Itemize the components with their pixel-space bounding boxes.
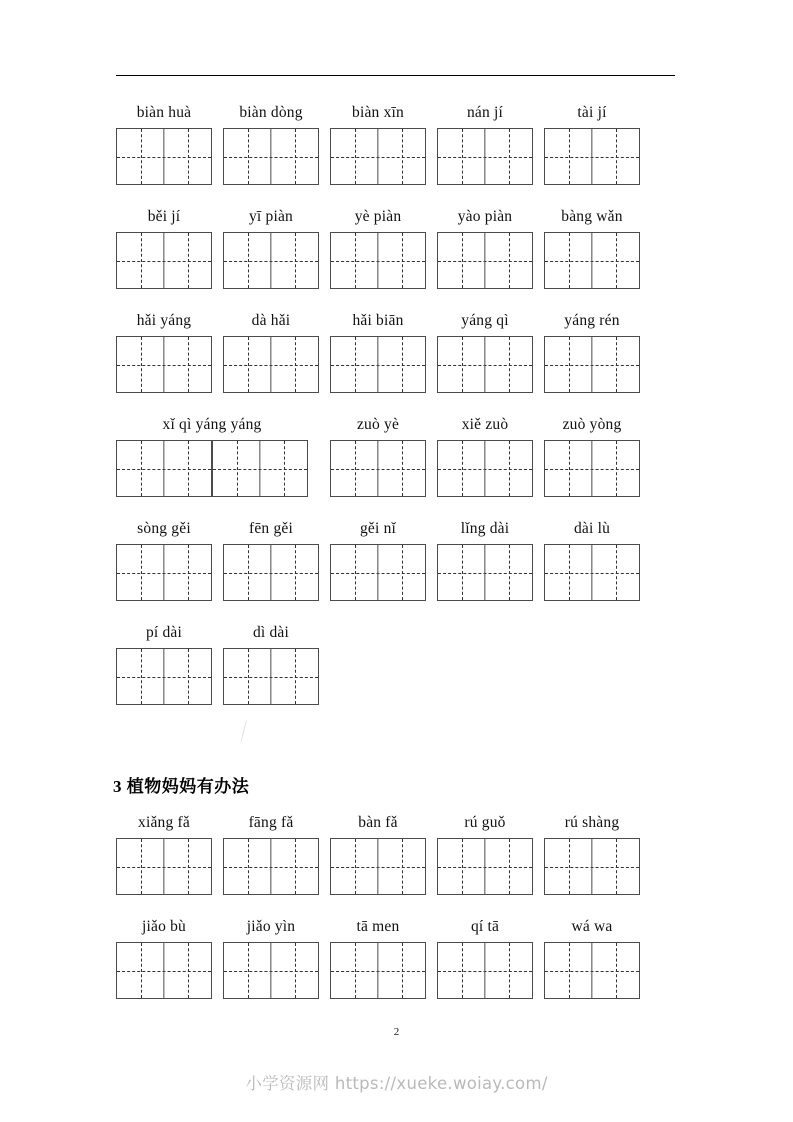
pinyin-label: tā men: [356, 918, 400, 935]
pinyin-label: fēn gěi: [248, 520, 293, 537]
word-exercise: [437, 912, 533, 999]
grid-vertical-guide: [295, 233, 296, 288]
pinyin-label: bàng wǎn: [561, 208, 623, 225]
grid-vertical-guide: [248, 233, 249, 288]
grid-vertical-guide: [569, 441, 570, 496]
word-exercise: [116, 808, 212, 895]
section-title-3: 3 植物妈妈有办法: [113, 777, 250, 796]
grid-cell-divider: [163, 233, 164, 288]
pinyin-label: sòng gěi: [137, 520, 191, 537]
grid-vertical-guide: [462, 129, 463, 184]
character-grid-box[interactable]: [116, 648, 212, 705]
pinyin-label: biàn huà: [136, 104, 192, 121]
grid-vertical-guide: [248, 839, 249, 894]
character-grid-box[interactable]: [223, 336, 319, 393]
exercise-row: [116, 808, 676, 912]
word-exercise: [223, 202, 319, 289]
character-grid-box[interactable]: [212, 440, 308, 497]
word-exercise: [437, 202, 533, 289]
writing-grid: [544, 544, 640, 601]
pinyin-label: jiǎo yìn: [246, 918, 296, 935]
character-grid-box[interactable]: [437, 942, 533, 999]
character-grid-box[interactable]: [116, 838, 212, 895]
character-grid-box[interactable]: [437, 128, 533, 185]
word-exercise: [116, 618, 212, 705]
character-grid-box[interactable]: [544, 942, 640, 999]
character-grid-box[interactable]: [330, 942, 426, 999]
grid-vertical-guide: [188, 337, 189, 392]
word-exercise: [223, 618, 319, 705]
exercise-row: [116, 514, 676, 618]
pinyin-label: yào piàn: [457, 208, 513, 225]
word-exercise: [116, 306, 212, 393]
grid-vertical-guide: [462, 337, 463, 392]
grid-vertical-guide: [141, 649, 142, 704]
grid-vertical-guide: [569, 337, 570, 392]
pinyin-label: yáng qì: [461, 312, 509, 329]
grid-cell-divider: [270, 649, 271, 704]
pinyin-label: dà hǎi: [251, 312, 291, 329]
grid-cell-divider: [377, 233, 378, 288]
scan-artifact: [241, 721, 261, 746]
word-exercise: [116, 514, 212, 601]
grid-vertical-guide: [616, 129, 617, 184]
grid-vertical-guide: [569, 839, 570, 894]
exercise-block-section-3: [116, 808, 676, 1016]
word-exercise: [330, 98, 426, 185]
writing-grid: [437, 336, 533, 393]
grid-vertical-guide: [284, 441, 285, 496]
grid-vertical-guide: [462, 943, 463, 998]
grid-vertical-guide: [188, 129, 189, 184]
word-exercise: [544, 514, 640, 601]
pinyin-label: lǐng dài: [460, 520, 510, 537]
writing-grid: [116, 838, 212, 895]
character-grid-box[interactable]: [116, 336, 212, 393]
grid-cell-divider: [484, 337, 485, 392]
word-exercise: [544, 808, 640, 895]
pinyin-label: bàn fǎ: [358, 814, 398, 831]
writing-grid: [437, 232, 533, 289]
grid-vertical-guide: [616, 545, 617, 600]
pinyin-label: biàn xīn: [352, 104, 404, 121]
grid-vertical-guide: [188, 441, 189, 496]
grid-cell-divider: [484, 441, 485, 496]
grid-vertical-guide: [295, 649, 296, 704]
pinyin-label: zuò yè: [356, 416, 400, 433]
grid-cell-divider: [270, 943, 271, 998]
grid-vertical-guide: [509, 839, 510, 894]
grid-vertical-guide: [248, 129, 249, 184]
grid-cell-divider: [270, 545, 271, 600]
writing-grid: [330, 440, 426, 497]
grid-cell-divider: [377, 129, 378, 184]
grid-cell-divider: [270, 233, 271, 288]
character-grid-box[interactable]: [223, 648, 319, 705]
grid-vertical-guide: [355, 129, 356, 184]
grid-cell-divider: [591, 943, 592, 998]
character-grid-box[interactable]: [116, 942, 212, 999]
writing-grid: [116, 128, 212, 185]
grid-cell-divider: [163, 943, 164, 998]
grid-vertical-guide: [248, 649, 249, 704]
grid-vertical-guide: [402, 545, 403, 600]
word-exercise: [223, 98, 319, 185]
pinyin-label: tài jí: [577, 104, 607, 121]
grid-vertical-guide: [616, 233, 617, 288]
grid-cell-divider: [484, 839, 485, 894]
grid-vertical-guide: [355, 545, 356, 600]
character-grid-box[interactable]: [116, 440, 212, 497]
grid-cell-divider: [270, 839, 271, 894]
pinyin-label: xǐ qì yáng yáng: [162, 416, 262, 433]
grid-vertical-guide: [141, 337, 142, 392]
grid-vertical-guide: [141, 839, 142, 894]
exercise-row: [116, 410, 676, 514]
word-exercise: [437, 514, 533, 601]
character-grid-box[interactable]: [223, 838, 319, 895]
grid-vertical-guide: [402, 839, 403, 894]
pinyin-label: qí tā: [470, 918, 500, 935]
writing-grid: [544, 440, 640, 497]
grid-vertical-guide: [569, 233, 570, 288]
writing-grid: [223, 232, 319, 289]
pinyin-label: gěi nǐ: [359, 520, 397, 537]
writing-grid: [330, 336, 426, 393]
writing-grid: [437, 440, 533, 497]
writing-grid: [544, 942, 640, 999]
character-grid-box[interactable]: [223, 942, 319, 999]
character-grid-box[interactable]: [330, 128, 426, 185]
pinyin-label: rú shàng: [564, 814, 620, 831]
grid-cell-divider: [591, 545, 592, 600]
grid-cell-divider: [591, 441, 592, 496]
grid-vertical-guide: [569, 943, 570, 998]
word-exercise: [223, 306, 319, 393]
pinyin-label: yè piàn: [354, 208, 402, 225]
grid-vertical-guide: [402, 233, 403, 288]
writing-grid: [544, 838, 640, 895]
writing-grid: [223, 648, 319, 705]
grid-vertical-guide: [462, 441, 463, 496]
writing-grid: [116, 232, 212, 289]
exercise-row: [116, 618, 676, 722]
watermark: 小学资源网 https://xueke.woiay.com/: [245, 1074, 548, 1093]
grid-vertical-guide: [295, 337, 296, 392]
pinyin-label: dì dài: [252, 624, 290, 641]
writing-grid: [437, 838, 533, 895]
grid-cell-divider: [163, 545, 164, 600]
word-exercise: [223, 808, 319, 895]
word-exercise: [330, 514, 426, 601]
grid-vertical-guide: [616, 943, 617, 998]
writing-grid: [544, 128, 640, 185]
grid-vertical-guide: [569, 129, 570, 184]
word-exercise: [330, 306, 426, 393]
pinyin-label: xiě zuò: [461, 416, 509, 433]
character-grid-box[interactable]: [544, 544, 640, 601]
character-grid-box[interactable]: [116, 232, 212, 289]
writing-grid: [223, 128, 319, 185]
character-grid-box[interactable]: [544, 128, 640, 185]
grid-vertical-guide: [616, 441, 617, 496]
character-grid-box[interactable]: [544, 440, 640, 497]
word-exercise: [437, 306, 533, 393]
writing-grid: [330, 942, 426, 999]
grid-cell-divider: [591, 337, 592, 392]
grid-vertical-guide: [402, 441, 403, 496]
grid-cell-divider: [259, 441, 260, 496]
grid-vertical-guide: [355, 233, 356, 288]
grid-vertical-guide: [355, 337, 356, 392]
word-exercise: [116, 98, 212, 185]
writing-grid: [116, 336, 212, 393]
grid-cell-divider: [377, 943, 378, 998]
grid-cell-divider: [377, 545, 378, 600]
grid-vertical-guide: [188, 545, 189, 600]
grid-vertical-guide: [402, 943, 403, 998]
pinyin-label: dài lù: [573, 520, 611, 537]
grid-vertical-guide: [355, 839, 356, 894]
character-grid-box[interactable]: [330, 838, 426, 895]
exercise-row: [116, 98, 676, 202]
character-grid-box[interactable]: [544, 336, 640, 393]
character-grid-box[interactable]: [330, 232, 426, 289]
writing-grid: [544, 336, 640, 393]
character-grid-box[interactable]: [223, 128, 319, 185]
grid-vertical-guide: [188, 943, 189, 998]
grid-vertical-guide: [188, 649, 189, 704]
grid-vertical-guide: [141, 129, 142, 184]
writing-grid: [330, 128, 426, 185]
writing-grid: [223, 942, 319, 999]
grid-cell-divider: [377, 441, 378, 496]
word-exercise: [330, 202, 426, 289]
grid-cell-divider: [484, 943, 485, 998]
writing-grid: [544, 232, 640, 289]
character-grid-box[interactable]: [544, 232, 640, 289]
word-exercise: [116, 202, 212, 289]
character-grid-box[interactable]: [437, 232, 533, 289]
writing-grid: [116, 942, 212, 999]
pinyin-label: hǎi yáng: [136, 312, 192, 329]
grid-cell-divider: [377, 839, 378, 894]
exercise-row: [116, 202, 676, 306]
writing-grid: [437, 128, 533, 185]
pinyin-label: rú guǒ: [464, 814, 506, 831]
writing-grid: [223, 838, 319, 895]
grid-vertical-guide: [141, 943, 142, 998]
grid-vertical-guide: [616, 337, 617, 392]
grid-vertical-guide: [355, 441, 356, 496]
pinyin-label: zuò yòng: [562, 416, 622, 433]
pinyin-label: wá wa: [571, 918, 613, 935]
grid-vertical-guide: [509, 943, 510, 998]
grid-vertical-guide: [248, 943, 249, 998]
grid-vertical-guide: [141, 233, 142, 288]
grid-vertical-guide: [295, 943, 296, 998]
pinyin-label: nán jí: [466, 104, 504, 121]
grid-vertical-guide: [509, 129, 510, 184]
grid-cell-divider: [377, 337, 378, 392]
word-exercise: [544, 202, 640, 289]
grid-cell-divider: [163, 337, 164, 392]
writing-grid: [437, 544, 533, 601]
grid-cell-divider: [484, 129, 485, 184]
word-exercise: [544, 98, 640, 185]
pinyin-label: fāng fǎ: [248, 814, 294, 831]
word-exercise: [223, 514, 319, 601]
character-grid-box[interactable]: [437, 838, 533, 895]
exercise-row: [116, 306, 676, 410]
character-grid-box[interactable]: [116, 128, 212, 185]
word-exercise: [223, 912, 319, 999]
character-grid-box[interactable]: [330, 544, 426, 601]
grid-vertical-guide: [462, 233, 463, 288]
grid-vertical-guide: [248, 545, 249, 600]
grid-vertical-guide: [616, 839, 617, 894]
word-exercise: [544, 410, 640, 497]
word-exercise: [437, 98, 533, 185]
pinyin-label: hǎi biān: [352, 312, 404, 329]
character-grid-box[interactable]: [330, 336, 426, 393]
header-rule: [116, 75, 675, 76]
word-exercise: [330, 808, 426, 895]
grid-vertical-guide: [509, 441, 510, 496]
character-grid-box[interactable]: [544, 838, 640, 895]
page-number: 2: [393, 1026, 400, 1038]
word-exercise: [544, 306, 640, 393]
grid-vertical-guide: [295, 545, 296, 600]
writing-grid: [330, 544, 426, 601]
word-exercise: [330, 410, 426, 497]
grid-vertical-guide: [188, 839, 189, 894]
word-exercise: [544, 912, 640, 999]
word-exercise: [437, 410, 533, 497]
grid-vertical-guide: [188, 233, 189, 288]
grid-cell-divider: [484, 233, 485, 288]
grid-cell-divider: [270, 337, 271, 392]
character-grid-box[interactable]: [437, 336, 533, 393]
writing-grid: [223, 544, 319, 601]
grid-vertical-guide: [462, 545, 463, 600]
character-grid-box[interactable]: [223, 232, 319, 289]
word-exercise: [116, 410, 308, 497]
pinyin-label: yáng rén: [564, 312, 620, 329]
grid-cell-divider: [591, 839, 592, 894]
grid-cell-divider: [163, 649, 164, 704]
word-exercise: [330, 912, 426, 999]
grid-vertical-guide: [141, 441, 142, 496]
grid-vertical-guide: [141, 545, 142, 600]
character-grid-box[interactable]: [116, 544, 212, 601]
writing-grid: [116, 544, 212, 601]
pinyin-label: jiǎo bù: [141, 918, 187, 935]
grid-vertical-guide: [462, 839, 463, 894]
pinyin-label: běi jí: [147, 208, 181, 225]
grid-cell-divider: [484, 545, 485, 600]
grid-vertical-guide: [355, 943, 356, 998]
grid-cell-divider: [163, 129, 164, 184]
pinyin-label: pí dài: [145, 624, 183, 641]
grid-vertical-guide: [248, 337, 249, 392]
writing-grid: [223, 336, 319, 393]
grid-vertical-guide: [402, 337, 403, 392]
character-grid-box[interactable]: [437, 440, 533, 497]
exercise-block-continued: [116, 98, 676, 722]
grid-vertical-guide: [569, 545, 570, 600]
grid-vertical-guide: [509, 233, 510, 288]
writing-grid: [116, 648, 212, 705]
grid-vertical-guide: [295, 129, 296, 184]
grid-cell-divider: [270, 129, 271, 184]
character-grid-box[interactable]: [437, 544, 533, 601]
exercise-row: [116, 912, 676, 1016]
character-grid-box[interactable]: [223, 544, 319, 601]
grid-vertical-guide: [402, 129, 403, 184]
grid-cell-divider: [591, 129, 592, 184]
writing-grid: [330, 232, 426, 289]
word-exercise: [116, 912, 212, 999]
grid-cell-divider: [163, 441, 164, 496]
grid-cell-divider: [163, 839, 164, 894]
grid-vertical-guide: [509, 337, 510, 392]
grid-vertical-guide: [295, 839, 296, 894]
character-grid-box[interactable]: [330, 440, 426, 497]
word-exercise: [437, 808, 533, 895]
pinyin-label: biàn dòng: [239, 104, 303, 121]
writing-grid: [330, 838, 426, 895]
writing-grid: [437, 942, 533, 999]
writing-grid: [116, 440, 308, 497]
grid-vertical-guide: [237, 441, 238, 496]
grid-cell-divider: [591, 233, 592, 288]
grid-vertical-guide: [509, 545, 510, 600]
pinyin-label: xiǎng fǎ: [138, 814, 190, 831]
pinyin-label: yī piàn: [248, 208, 294, 225]
